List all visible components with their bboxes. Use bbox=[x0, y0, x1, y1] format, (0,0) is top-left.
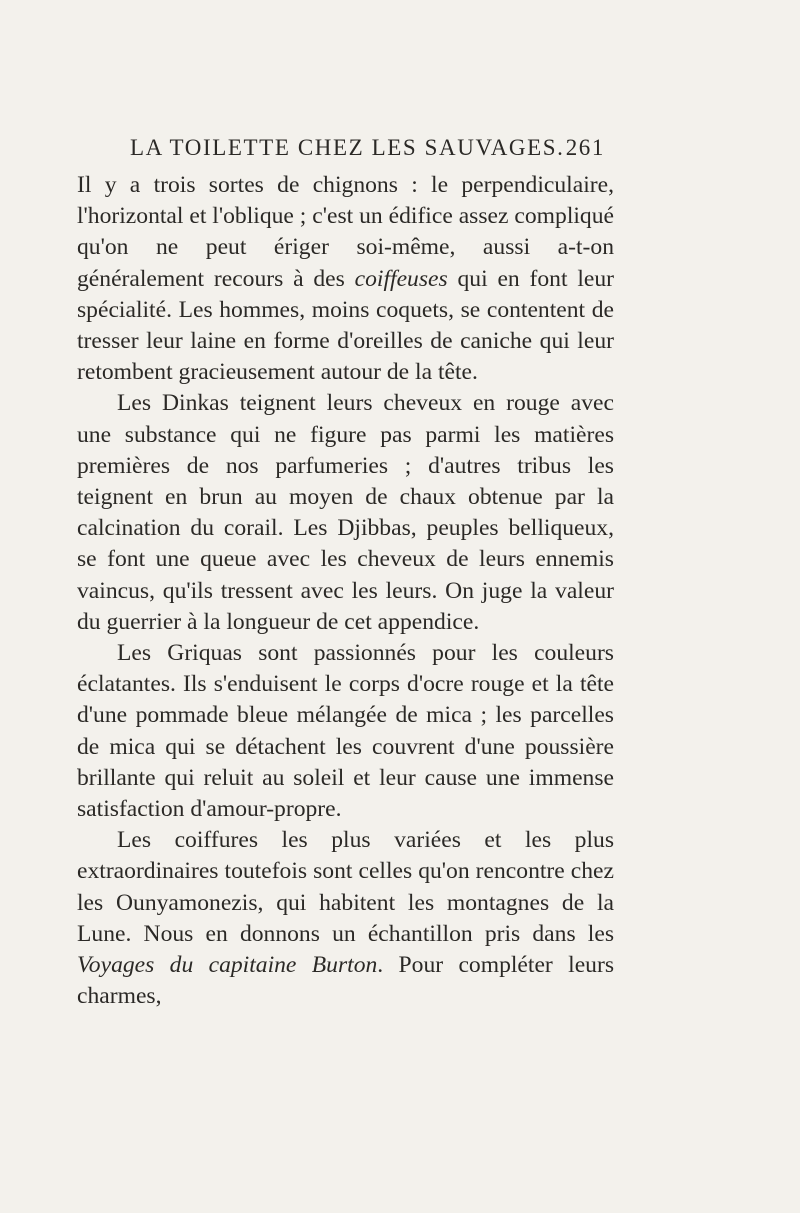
paragraph-chignons bbox=[77, 170, 614, 388]
italic-book-title: Voyages du capitaine Burton bbox=[77, 952, 378, 979]
italic-term: coiffeuses bbox=[354, 265, 448, 292]
running-head bbox=[130, 133, 605, 163]
body-text bbox=[77, 170, 614, 1012]
text-segment: Il y a trois sortes de chignons : le perpendiculaire, l'horizontal et l'oblique ; c'est un édifice assez compliqué qu'on ne peut ériger soi-même, aussi a-t-on généralement recours à des bbox=[77, 172, 614, 292]
text-segment: qui en font leur spécialité. Les hommes, moins coquets, se contentent de tresser leur laine en forme d'oreilles de caniche qui leur retombent gracieusement autour de la tête. bbox=[77, 265, 614, 386]
paragraph-griquas: Les Griquas sont passionnés pour les couleurs éclatantes. Ils s'enduisent le corps d'ocre rouge et la tête d'une pommade bleue mélangée de mica ; les parcelles de mica qui se détachent les couvrent d'une poussière brillante qui reluit au soleil et leur cause une immense satisfaction d'amour-propre. bbox=[77, 640, 614, 823]
text-segment: Les coiffures les plus variées et les plus extraordinaires toutefois sont celles qu'on rencontre chez les Ounyamonezis, qui habitent les montagnes de la Lune. Nous en donnons un échantillon pris dans les bbox=[77, 827, 614, 947]
paragraph-dinkas: Les Dinkas teignent leurs cheveux en rouge avec une substance qui ne figure pas parmi les matières premières de nos parfumeries ; d'autres tribus les teignent en brun au moyen de chaux obtenue par la calcination du corail. Les Djibbas, peuples belliqueux, se font une queue avec les cheveux de leurs ennemis vaincus, qu'ils tressent avec les leurs. On juge la valeur du guerrier à la longueur de cet appendice. bbox=[77, 390, 614, 635]
running-title: LA TOILETTE CHEZ LES SAUVAGES. bbox=[130, 135, 565, 160]
text-segment: . Pour compléter leurs charmes, bbox=[77, 952, 614, 1010]
paragraph-ounyamonezis bbox=[77, 825, 614, 1012]
page-number: 261 bbox=[565, 135, 605, 160]
